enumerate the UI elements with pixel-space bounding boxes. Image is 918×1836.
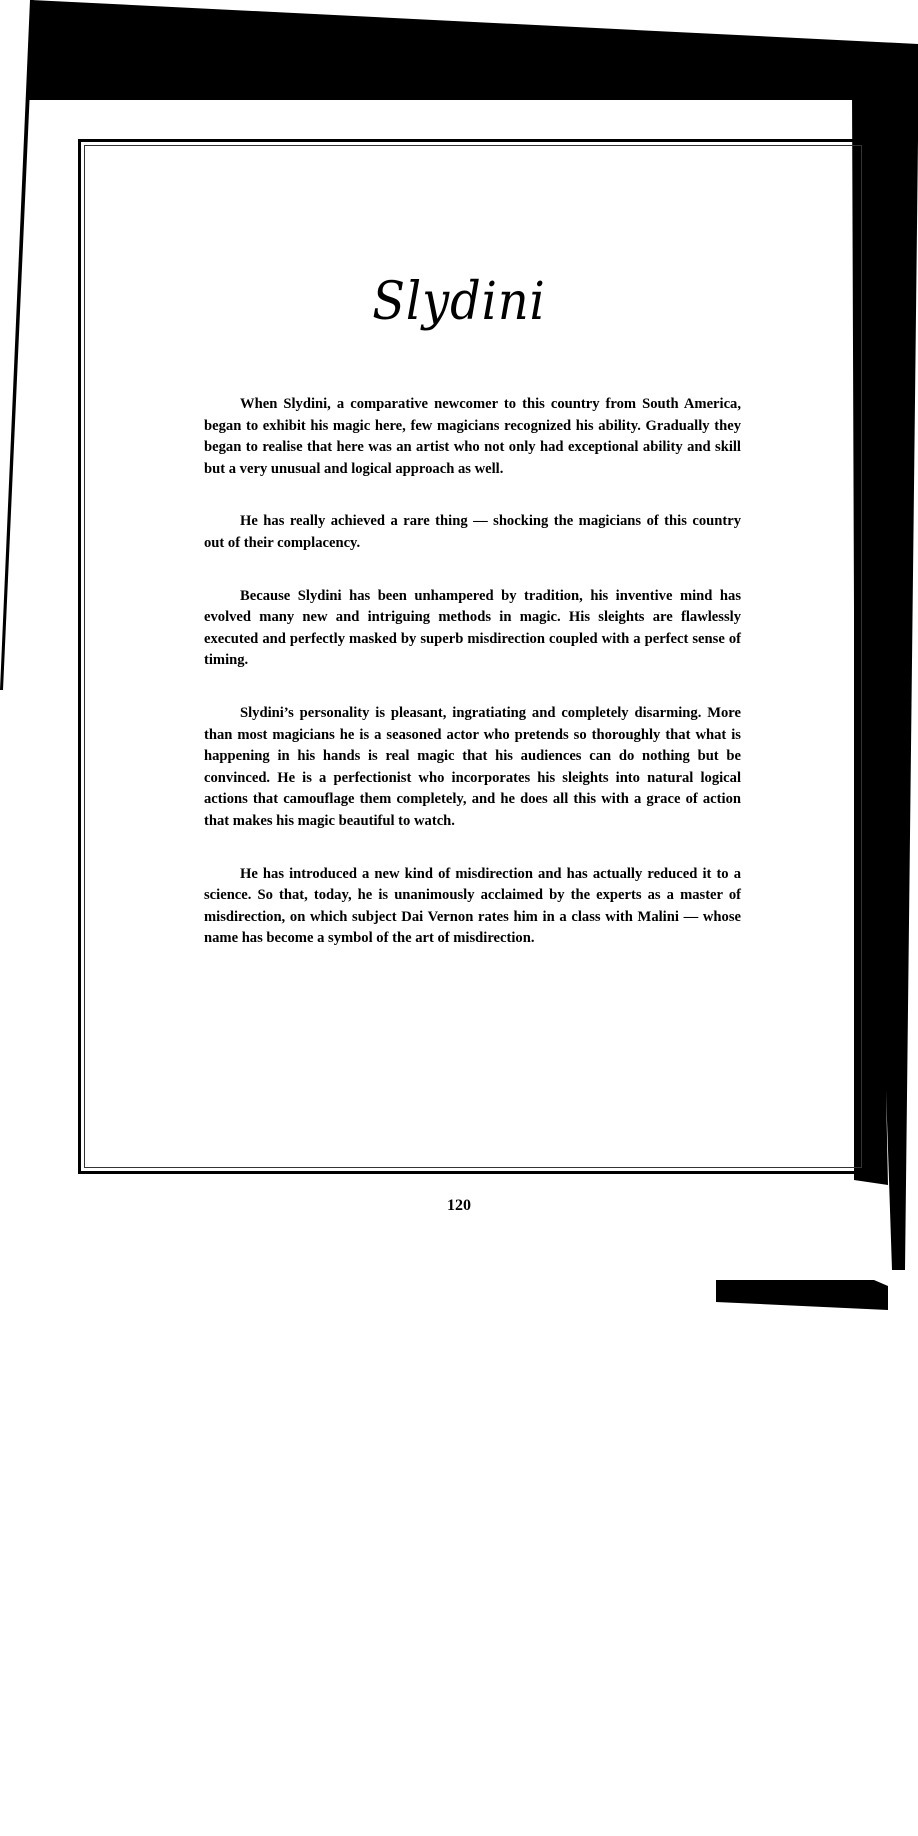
paragraph: Slydini’s personality is pleasant, ingratiating and completely disarming. More than most magicians he is a seasoned actor who pretends so thoroughly that what is happening in his hands is real magic that his audiences can do nothing but be convinced. He is a perfectionist who incorporates his sleights into natural logical actions that camouflage them completely, and he does all this with a grace of action that makes his magic beautiful to watch. [204,704,741,829]
paragraph: He has introduced a new kind of misdirection and has actually reduced it to a science. So that, today, he is unanimously acclaimed by the experts as a master of misdirection, on which subject Dai Vernon rates him in a class with Malini — whose name has become a symbol of the art of misdirection. [204,865,741,947]
body-text [204,394,741,981]
scan-shadow-top [0,0,918,100]
scan-shadow-bottom [716,1280,888,1310]
paragraph: Because Slydini has been unhampered by tradition, his inventive mind has evolved many new and intriguing methods in magic. His sleights are flawlessly executed and perfectly masked by superb misdirection coupled with a perfect sense of timing. [204,587,741,669]
scan-edge-left [0,0,40,700]
paragraph: When Slydini, a comparative newcomer to this country from South America, began to exhibit his magic here, few magicians recognized his ability. Gradually they began to realise that here was an artist who not only had exceptional ability and skill but a very unusual and logical approach as well. [204,396,741,477]
paragraph: He has really achieved a rare thing — shocking the magicians of this country out of their complacency. [204,513,741,551]
page-number: 120 [447,1197,471,1214]
page-title: Slydini [372,272,546,332]
